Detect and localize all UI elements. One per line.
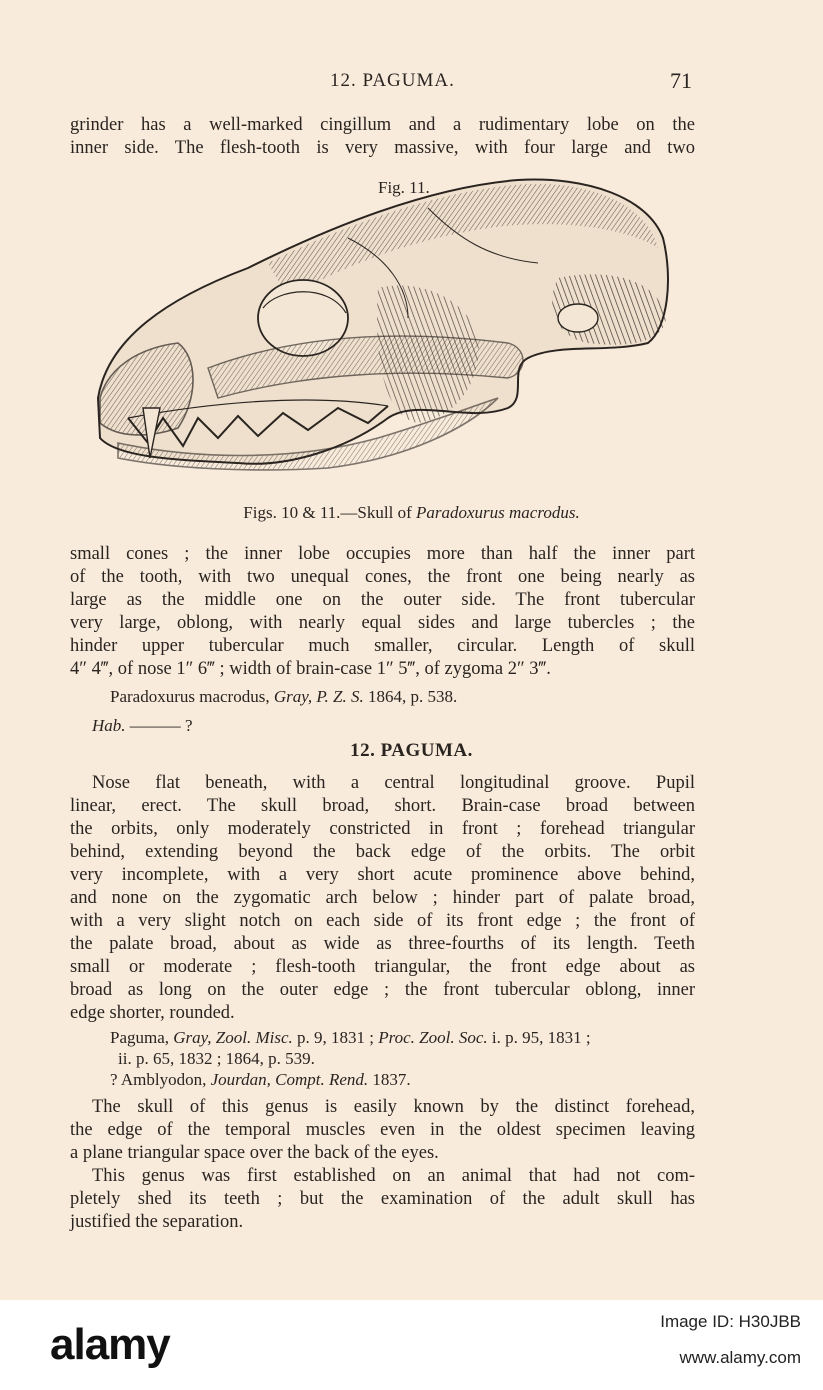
synonymy-line: Paguma, Gray, Zool. Misc. p. 9, 1831 ; Proc. Zool. Soc. i. p. 95, 1831 ;: [110, 1028, 591, 1047]
citation-ref: 1864, p. 538.: [363, 687, 458, 706]
text-line: behind, extending beyond the back edge of the orbits. The orbit: [70, 842, 695, 862]
text-line: edge shorter, rounded.: [70, 1003, 235, 1023]
watermark-footer: [0, 1300, 823, 1390]
text-line: pletely shed its teeth ; but the examination of the adult skull has: [70, 1189, 695, 1209]
image-id: Image ID: H30JBB: [660, 1312, 801, 1331]
intro-paragraph: [70, 114, 695, 160]
text-line: and none on the zygomatic arch below ; hinder part of palate broad,: [70, 888, 695, 908]
habitat-label: Hab.: [92, 716, 126, 735]
text-line: small cones ; the inner lobe occupies more than half the inner part: [70, 544, 695, 564]
habitat-line: [92, 716, 193, 736]
citation: [110, 686, 457, 707]
closing-paragraph: [70, 1096, 695, 1234]
text-line: the edge of the temporal muscles even in the oldest specimen leaving: [70, 1120, 695, 1140]
text-line: the palate broad, about as wide as three-fourths of its length. Teeth: [70, 934, 695, 954]
habitat-value: ——— ?: [125, 716, 193, 735]
text-line: very incomplete, with a very short acute prominence above behind,: [70, 865, 695, 885]
skull-illustration: [88, 168, 678, 488]
text-line: linear, erect. The skull broad, short. Brain-case broad between: [70, 796, 695, 816]
site-url: www.alamy.com: [679, 1348, 801, 1367]
caption-species: Paradoxurus macrodus.: [416, 503, 580, 522]
text-line: 4″ 4‴, of nose 1″ 6‴ ; width of brain-case 1″ 5‴, of zygoma 2″ 3‴.: [70, 659, 551, 679]
page-number: 71: [670, 68, 692, 93]
text-line: very large, oblong, with nearly equal sides and large tubercles ; the: [70, 613, 695, 633]
text-line: The skull of this genus is easily known by the distinct forehead,: [92, 1097, 695, 1117]
caption-prefix: Figs. 10 & 11.—Skull of: [243, 503, 416, 522]
text-line: This genus was first established on an animal that had not com-: [92, 1166, 695, 1186]
text-line: with a very slight notch on each side of its front edge ; the front of: [70, 911, 695, 931]
text-line: small or moderate ; flesh-tooth triangular, the front edge about as: [70, 957, 695, 977]
synonymy-line: ii. p. 65, 1832 ; 1864, p. 539.: [118, 1049, 315, 1068]
text-line: justified the separation.: [70, 1212, 244, 1232]
running-head: 12. PAGUMA.: [330, 70, 455, 91]
text-line: grinder has a well-marked cingillum and a rudimentary lobe on the: [70, 115, 695, 135]
section-title: 12. PAGUMA.: [350, 740, 473, 761]
brand-logo: alamy: [50, 1320, 170, 1369]
text-line: the orbits, only moderately constricted in front ; forehead triangular: [70, 819, 695, 839]
text-line: a plane triangular space over the back of the eyes.: [70, 1143, 439, 1163]
citation-name: Paradoxurus macrodus,: [110, 687, 274, 706]
synonymy: [110, 1027, 700, 1090]
citation-authority: Gray, P. Z. S.: [273, 687, 364, 706]
page-header: [0, 68, 823, 96]
text-line: hinder upper tubercular much smaller, circular. Length of skull: [70, 636, 695, 656]
text-line: Nose flat beneath, with a central longitudinal groove. Pupil: [92, 773, 695, 793]
figure-caption: [0, 503, 823, 523]
text-line: broad as long on the outer edge ; the front tubercular oblong, inner: [70, 980, 695, 1000]
synonymy-line: ? Amblyodon, Jourdan, Compt. Rend. 1837.: [110, 1070, 411, 1089]
genus-description: [70, 772, 695, 1025]
text-line: large as the middle one on the outer side. The front tubercular: [70, 590, 695, 610]
figure-label: Fig. 11.: [378, 178, 430, 197]
text-line: inner side. The flesh-tooth is very massive, with four large and two: [70, 138, 695, 158]
text-line: of the tooth, with two unequal cones, the front one being nearly as: [70, 567, 695, 587]
description-paragraph: [70, 543, 695, 681]
